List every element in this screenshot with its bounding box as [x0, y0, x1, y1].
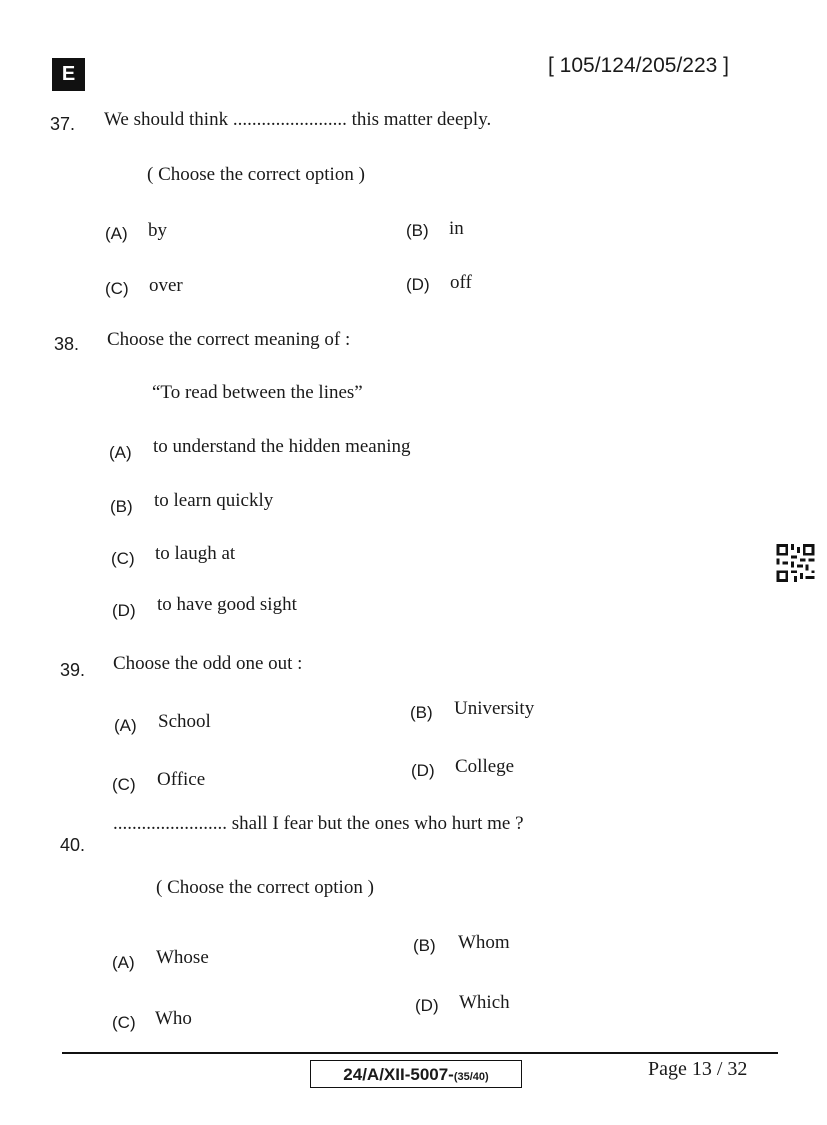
- footer-paper-code: [310, 1060, 522, 1088]
- q40-option-d-text: Which: [459, 992, 510, 1013]
- q37-option-a-text: by: [148, 220, 167, 241]
- q39-option-d-label: (D): [411, 761, 435, 780]
- q39-option-b-text: University: [454, 698, 535, 719]
- q37-option-d-text: off: [450, 272, 472, 293]
- q39-option-c-text: Office: [157, 769, 206, 790]
- footer-code-main: 24/A/XII-5007-: [343, 1065, 454, 1084]
- q37-option-b-label: (B): [406, 221, 429, 240]
- question-40-text: ........................ shall I fear but the ones who hurt me ?: [113, 813, 524, 834]
- q37-option-a-label: (A): [105, 224, 128, 243]
- q38-option-c-text: to laugh at: [155, 543, 236, 564]
- footer-code-set: (35/40): [453, 1071, 489, 1083]
- q38-option-b-label: (B): [110, 497, 133, 516]
- q37-option-c-text: over: [149, 275, 183, 296]
- q40-option-c-label: (C): [112, 1013, 136, 1032]
- qr-code-icon: [776, 544, 815, 582]
- question-38-number: 38.: [54, 334, 80, 354]
- q38-option-a-text: to understand the hidden meaning: [153, 436, 411, 457]
- q38-option-b-text: to learn quickly: [154, 490, 274, 511]
- q39-option-b-label: (B): [410, 703, 433, 722]
- q40-option-a-label: (A): [112, 953, 135, 972]
- q40-option-b-label: (B): [413, 936, 436, 955]
- q40-option-b-text: Whom: [458, 932, 510, 953]
- q39-option-c-label: (C): [112, 775, 136, 794]
- question-37-number: 37.: [50, 114, 76, 134]
- question-40-number: 40.: [60, 835, 86, 855]
- q38-option-d-text: to have good sight: [157, 594, 297, 615]
- set-badge: E: [52, 58, 85, 91]
- question-37-instruction: ( Choose the correct option ): [147, 164, 365, 185]
- q37-option-d-label: (D): [406, 275, 430, 294]
- footer-rule: [62, 1052, 778, 1054]
- q39-option-d-text: College: [455, 756, 515, 777]
- paper-codes: [ 105/124/205/223 ]: [548, 54, 729, 77]
- question-39-text: Choose the odd one out :: [113, 653, 303, 674]
- question-38-phrase: “To read between the lines”: [152, 382, 363, 403]
- q37-option-c-label: (C): [105, 279, 129, 298]
- question-40-instruction: ( Choose the correct option ): [156, 877, 374, 898]
- q39-option-a-text: School: [158, 711, 211, 732]
- q40-option-d-label: (D): [415, 996, 439, 1015]
- question-39-number: 39.: [60, 660, 86, 680]
- q40-option-a-text: Whose: [156, 947, 209, 968]
- q38-option-c-label: (C): [111, 549, 135, 568]
- q38-option-d-label: (D): [112, 601, 136, 620]
- q37-option-b-text: in: [449, 218, 464, 239]
- question-38-text: Choose the correct meaning of :: [107, 329, 351, 350]
- q38-option-a-label: (A): [109, 443, 132, 462]
- page-number: Page 13 / 32: [648, 1058, 748, 1080]
- question-37-text: We should think ........................ this matter deeply.: [104, 109, 492, 130]
- q39-option-a-label: (A): [114, 716, 137, 735]
- q40-option-c-text: Who: [155, 1008, 192, 1029]
